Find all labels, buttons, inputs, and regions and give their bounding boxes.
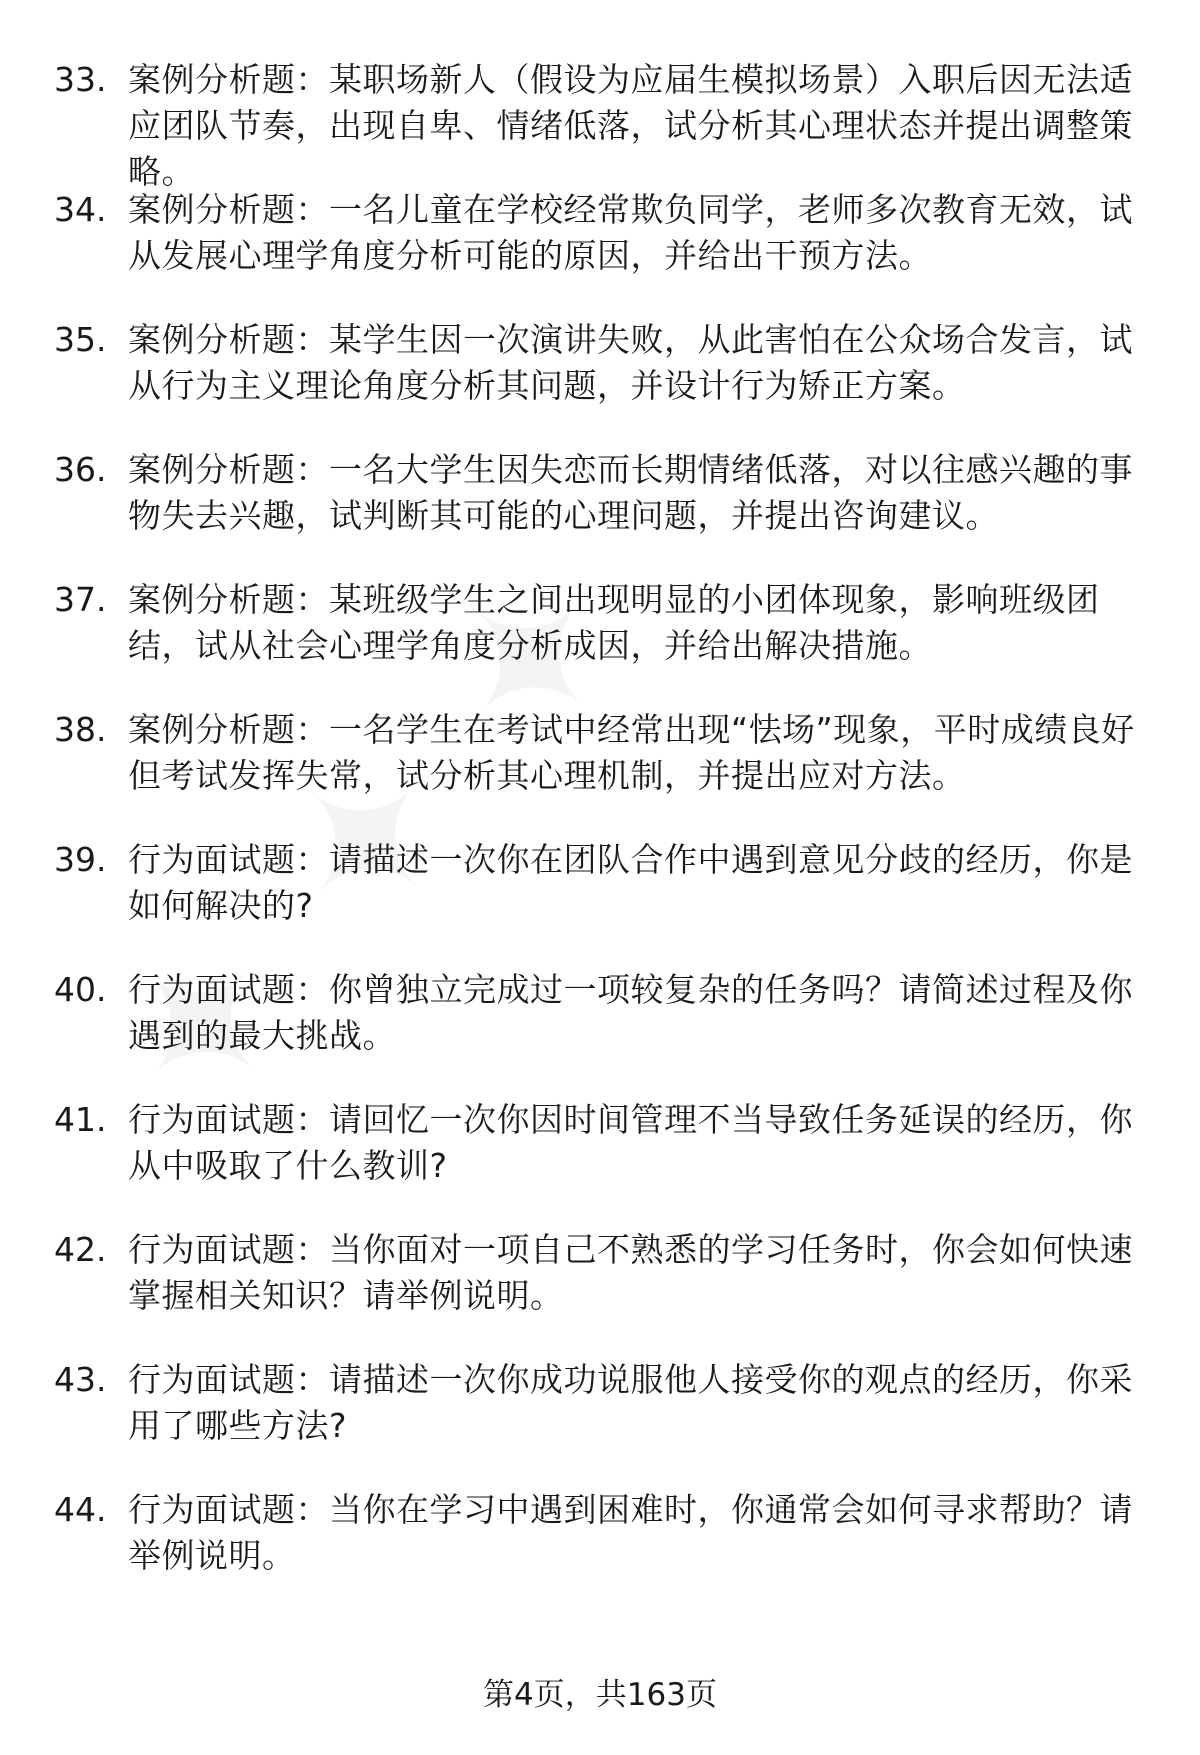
question-number: 42. bbox=[54, 1230, 107, 1269]
question-number: 43. bbox=[54, 1360, 107, 1399]
question-number: 33. bbox=[54, 60, 107, 99]
question-number: 41. bbox=[54, 1100, 107, 1139]
question-text: 行为面试题：当你面对一项自己不熟悉的学习任务时，你会如何快速掌握相关知识？请举例说明。 bbox=[128, 1230, 1133, 1315]
question-number: 40. bbox=[54, 970, 107, 1009]
question-text: 案例分析题：一名儿童在学校经常欺负同学，老师多次教育无效，试从发展心理学角度分析可能的原因，并给出干预方法。 bbox=[128, 190, 1133, 275]
list-item bbox=[0, 837, 1200, 929]
question-text: 行为面试题：请回忆一次你因时间管理不当导致任务延误的经历，你从中吸取了什么教训? bbox=[128, 1100, 1133, 1185]
question-text: 行为面试题：请描述一次你成功说服他人接受你的观点的经历，你采用了哪些方法? bbox=[128, 1360, 1133, 1445]
question-text: 行为面试题：请描述一次你在团队合作中遇到意见分歧的经历，你是如何解决的? bbox=[128, 840, 1133, 925]
list-item bbox=[0, 967, 1200, 1059]
list-item bbox=[0, 447, 1200, 539]
list-item bbox=[0, 1487, 1200, 1579]
list-item bbox=[0, 1227, 1200, 1319]
question-list bbox=[0, 57, 1200, 1617]
question-text: 案例分析题：某学生因一次演讲失败，从此害怕在公众场合发言，试从行为主义理论角度分析其问题，并设计行为矫正方案。 bbox=[128, 320, 1133, 405]
question-number: 36. bbox=[54, 450, 107, 489]
question-text: 行为面试题：当你在学习中遇到困难时，你通常会如何寻求帮助？请举例说明。 bbox=[128, 1490, 1133, 1575]
question-text: 案例分析题：某班级学生之间出现明显的小团体现象，影响班级团结，试从社会心理学角度分析成因，并给出解决措施。 bbox=[128, 580, 1100, 665]
list-item bbox=[0, 707, 1200, 799]
question-text: 行为面试题：你曾独立完成过一项较复杂的任务吗？请简述过程及你遇到的最大挑战。 bbox=[128, 970, 1133, 1055]
list-item bbox=[0, 187, 1200, 279]
question-number: 35. bbox=[54, 320, 107, 359]
question-number: 37. bbox=[54, 580, 107, 619]
question-text: 案例分析题：某职场新人（假设为应届生模拟场景）入职后因无法适应团队节奏，出现自卑、情绪低落，试分析其心理状态并提出调整策略。 bbox=[128, 60, 1133, 191]
question-text: 案例分析题：一名大学生因失恋而长期情绪低落，对以往感兴趣的事物失去兴趣，试判断其可能的心理问题，并提出咨询建议。 bbox=[128, 450, 1133, 535]
list-item bbox=[0, 1097, 1200, 1189]
question-text: 案例分析题：一名学生在考试中经常出现“怯场”现象，平时成绩良好但考试发挥失常，试分析其心理机制，并提出应对方法。 bbox=[128, 710, 1135, 795]
list-item bbox=[0, 1357, 1200, 1449]
list-item bbox=[0, 317, 1200, 409]
question-number: 44. bbox=[54, 1490, 107, 1529]
page-number-footer: 第4页，共163页 bbox=[483, 1677, 717, 1713]
question-number: 39. bbox=[54, 840, 107, 879]
question-number: 34. bbox=[54, 190, 107, 229]
list-item bbox=[0, 57, 1200, 191]
question-number: 38. bbox=[54, 710, 107, 749]
list-item bbox=[0, 577, 1200, 669]
